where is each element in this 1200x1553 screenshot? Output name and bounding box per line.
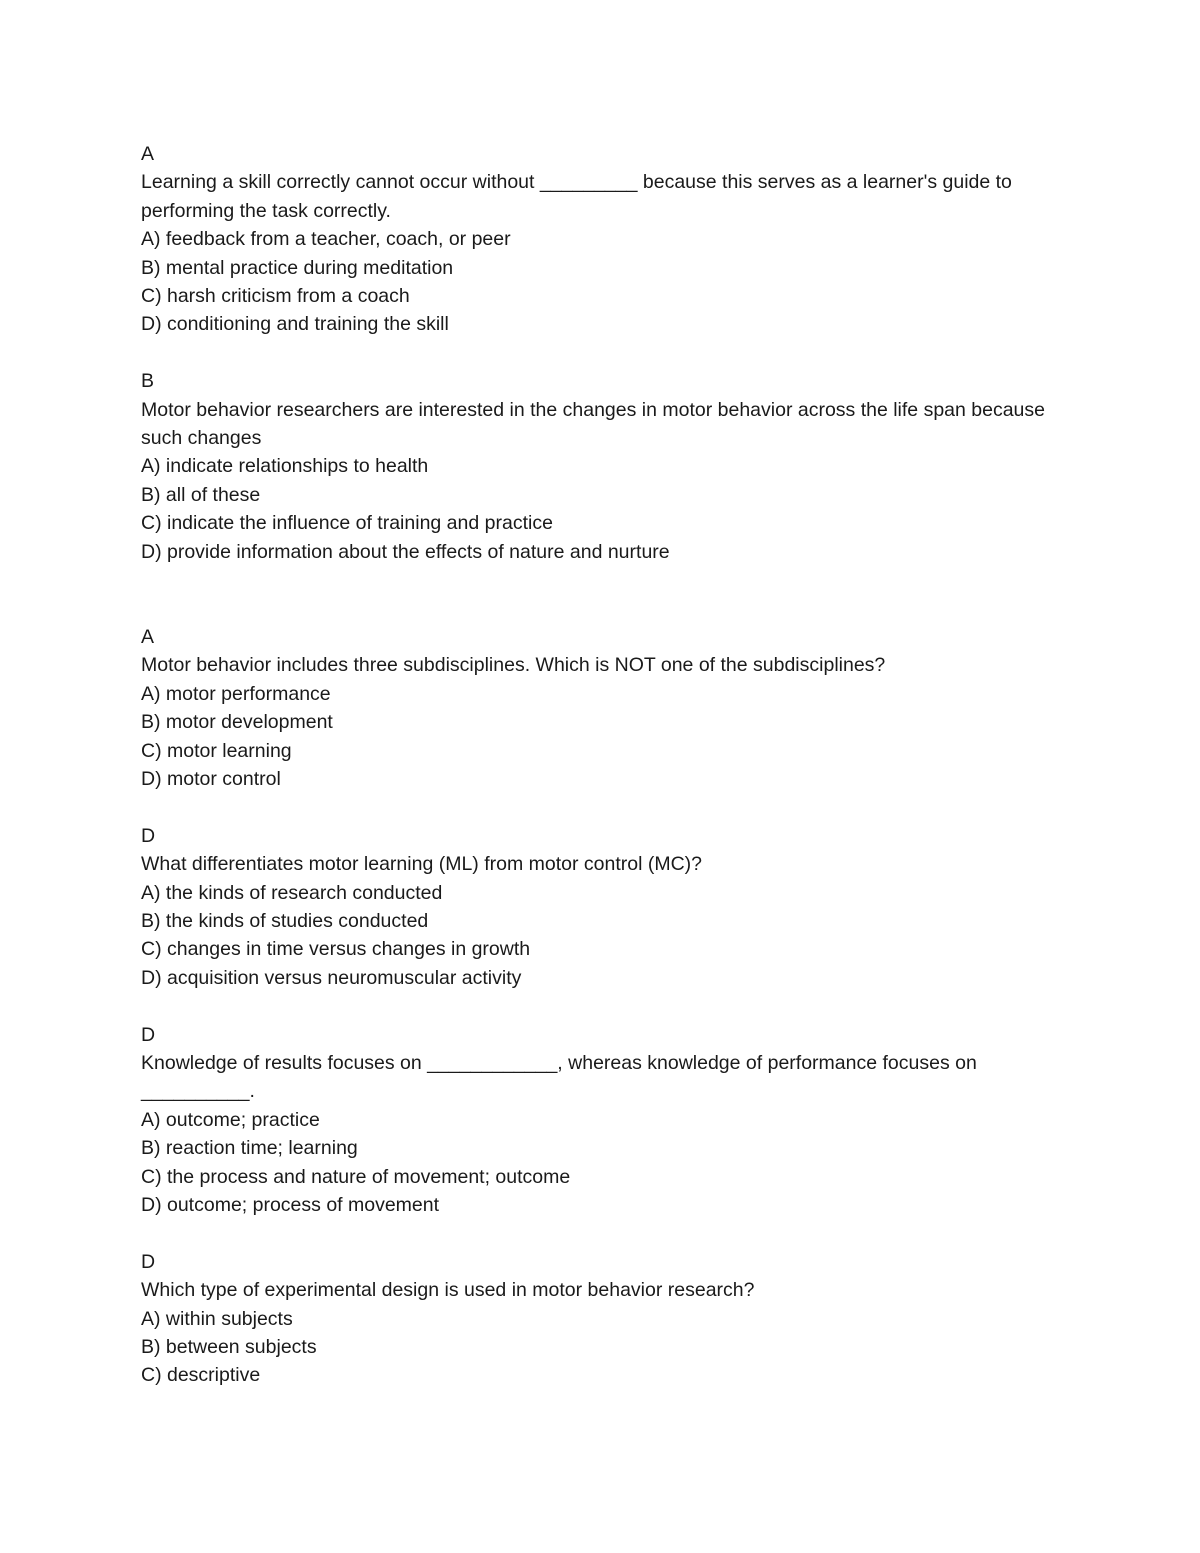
option-b: B) the kinds of studies conducted [141,909,429,932]
answer-key: A [141,625,155,648]
question-block-4 [141,822,1081,992]
option-c: C) harsh criticism from a coach [141,285,410,308]
answer-key: D [141,824,156,847]
answer-key: A [141,143,155,165]
question-text: Motor behavior researchers are interested in the changes in motor behavior across the life span because such changes [141,398,1051,450]
option-b: B) reaction time; learning [141,1137,358,1160]
option-b: B) between subjects [141,1335,317,1358]
option-a: A) outcome; practice [141,1108,320,1131]
option-c: C) descriptive [141,1364,261,1387]
option-d: D) acquisition versus neuromuscular activity [141,966,522,989]
option-d: D) motor control [141,767,281,790]
question-text: What differentiates motor learning (ML) from motor control (MC)? [141,853,702,876]
option-a: A) the kinds of research conducted [141,881,443,904]
question-text: Knowledge of results focuses on ____________, whereas knowledge of performance focuses on __________. [141,1051,983,1103]
question-block-3 [141,623,1081,793]
option-d: D) provide information about the effects of nature and nurture [141,540,670,563]
option-b: B) all of these [141,483,261,506]
option-b: B) motor development [141,711,333,734]
question-block-1 [141,140,1081,339]
answer-key: D [141,1023,156,1046]
option-a: A) indicate relationships to health [141,455,429,478]
option-d: D) conditioning and training the skill [141,313,449,336]
question-text: Learning a skill correctly cannot occur without _________ because this serves as a learner's guide to performing the task correctly. [141,171,1018,222]
answer-key: D [141,1250,156,1273]
option-d: D) outcome; process of movement [141,1193,440,1216]
question-block-6 [141,1248,1081,1390]
option-a: A) motor performance [141,682,331,705]
answer-key: B [141,370,155,393]
question-block-2 [141,367,1081,566]
option-a: A) within subjects [141,1307,293,1330]
option-c: C) the process and nature of movement; outcome [141,1165,571,1188]
option-c: C) indicate the influence of training and practice [141,512,553,535]
question-block-5 [141,1021,1081,1220]
document-page [141,140,1081,1390]
option-c: C) motor learning [141,739,292,762]
option-c: C) changes in time versus changes in growth [141,938,531,961]
question-text: Motor behavior includes three subdisciplines. Which is NOT one of the subdisciplines? [141,654,886,677]
option-b: B) mental practice during meditation [141,256,454,279]
question-text: Which type of experimental design is used in motor behavior research? [141,1279,755,1302]
option-a: A) feedback from a teacher, coach, or peer [141,228,511,251]
